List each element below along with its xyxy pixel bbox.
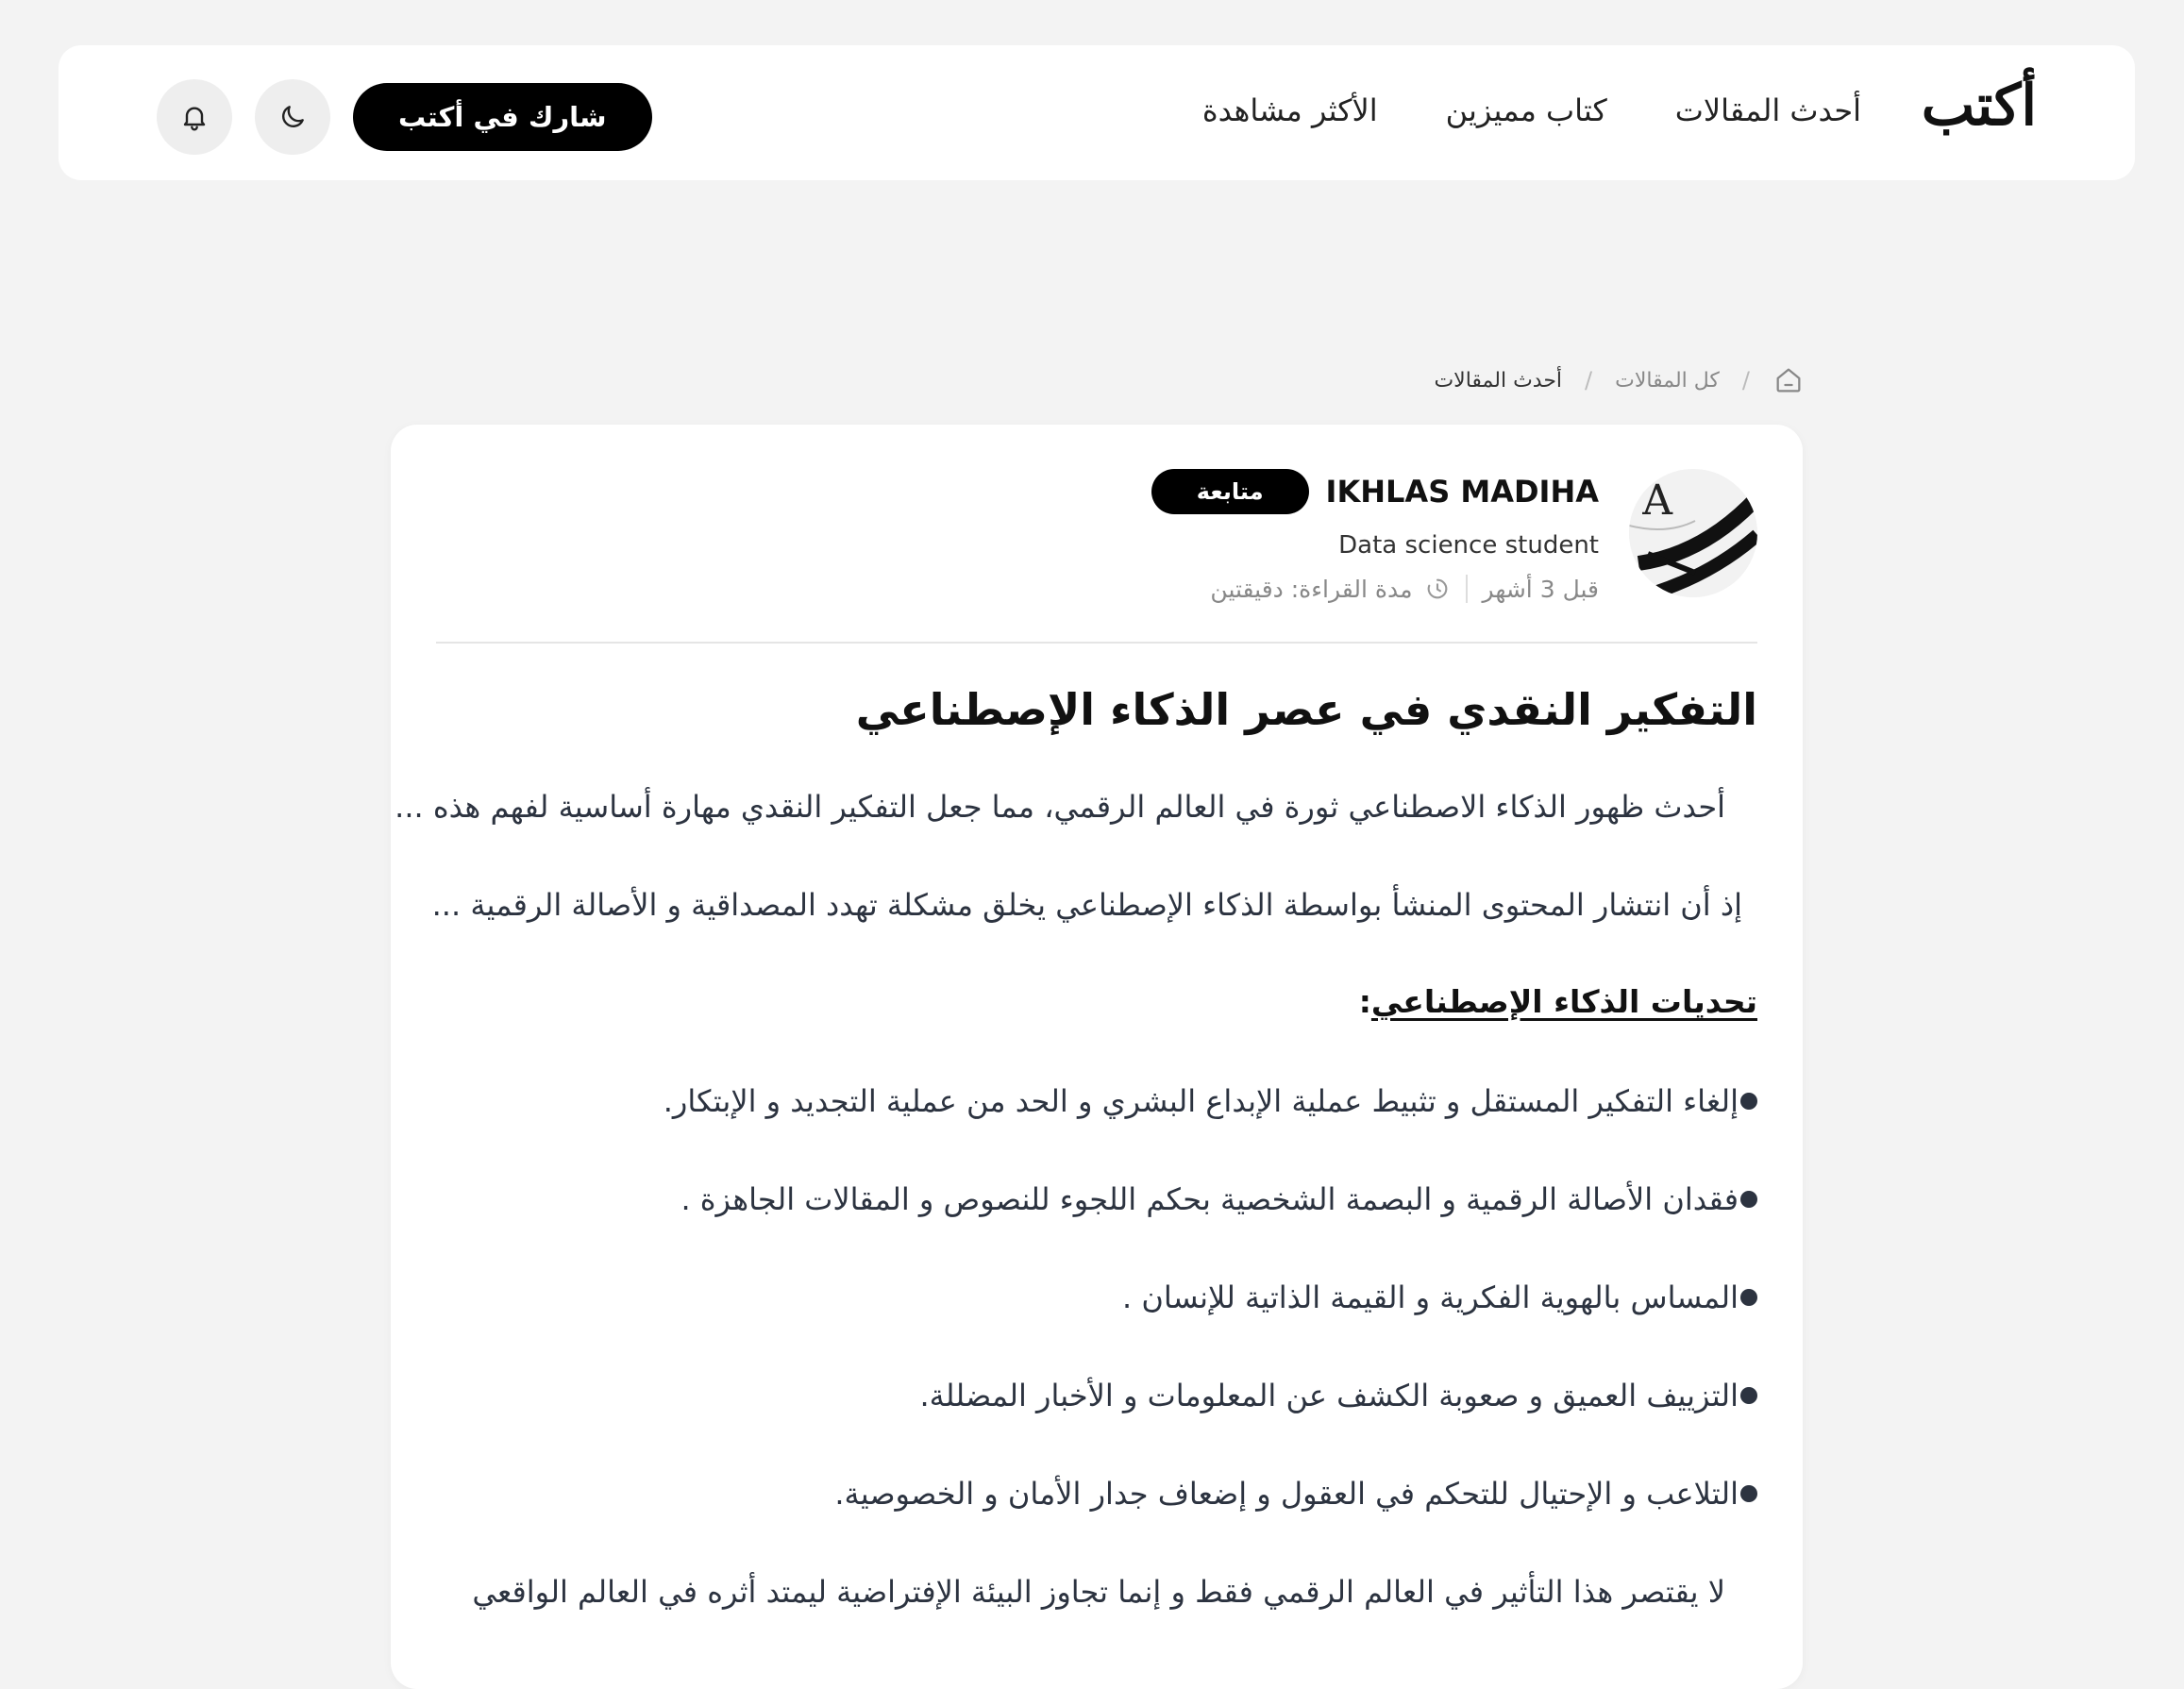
breadcrumb-latest-articles[interactable]: أحدث المقالات [1434,368,1563,393]
article-card [391,425,1803,1689]
site-logo[interactable]: أكتب [1921,73,2037,139]
share-in-aktub-button[interactable]: شارك في أكتب [353,83,652,151]
challenge-bullet [919,1378,1757,1413]
breadcrumb-separator: / [1585,367,1593,393]
dark-mode-toggle[interactable] [255,79,330,155]
article-meta [1210,575,1599,603]
read-time [1210,576,1450,603]
main-nav [1202,92,1861,128]
challenges-heading-suffix: : [1358,983,1371,1020]
author-section [436,469,1757,648]
author-avatar[interactable] [1629,469,1757,597]
challenge-text: المساس بالهوية الفكرية و القيمة الذاتية للإنسان . [1121,1279,1739,1315]
challenge-bullet [664,1083,1757,1119]
bullet-icon [1740,1387,1757,1404]
challenges-heading [1359,983,1757,1020]
bullet-icon [1740,1093,1757,1110]
challenge-bullet [1122,1279,1757,1315]
challenge-bullet [680,1181,1757,1217]
bell-icon [179,102,210,132]
top-navigation-bar [59,45,2135,180]
bullet-icon [1740,1191,1757,1208]
bullet-icon [1740,1289,1757,1306]
author-bio: Data science student [1338,531,1599,560]
article-title: التفكير النقدي في عصر الذكاء الإصطناعي [855,684,1757,735]
avatar-image [1629,469,1757,597]
breadcrumb [1434,364,1805,396]
nav-latest-articles[interactable]: أحدث المقالات [1674,92,1861,128]
breadcrumb-separator: / [1741,367,1750,393]
timer-icon [1424,576,1451,602]
moon-icon [277,102,308,132]
challenge-text: التلاعب و الإحتيال للتحكم في العقول و إضعاف جدار الأمان و الخصوصية. [834,1476,1739,1512]
author-name[interactable]: IKHLAS MADIHA [1325,474,1599,510]
notifications-button[interactable] [157,79,232,155]
challenge-text: فقدان الأصالة الرقمية و البصمة الشخصية بحكم اللجوء للنصوص و المقالات الجاهزة . [680,1181,1739,1217]
home-icon [1772,364,1805,396]
header-controls [157,79,652,155]
read-time-label: مدة القراءة: دقيقتين [1210,575,1413,603]
breadcrumb-home[interactable] [1772,364,1805,396]
posted-date: قبل 3 أشهر [1482,575,1599,603]
article-body [395,679,1757,1610]
challenge-bullet [834,1476,1757,1512]
follow-button[interactable]: متابعة [1151,469,1309,514]
nav-featured-writers[interactable]: كتاب مميزين [1445,92,1607,128]
article-paragraph-2: إذ أن انتشار المحتوى المنشأ بواسطة الذكاء الإصطناعي يخلق مشكلة تهدد المصداقية و الأصالة الرقمية ... [431,887,1742,923]
article-paragraph-3: لا يقتصر هذا التأثير في العالم الرقمي فقط و إنما تجاوز البيئة الإفتراضية ليمتد أثره في العالم الواقعي [472,1574,1725,1610]
challenge-text: التزييف العميق و صعوبة الكشف عن المعلومات و الأخبار المضللة. [919,1378,1739,1413]
meta-divider [1466,575,1468,603]
svg-text:A: A [1642,477,1672,525]
challenges-heading-text: تحديات الذكاء الإصطناعي [1370,983,1757,1020]
article-paragraph-1: أحدث ظهور الذكاء الاصطناعي ثورة في العالم الرقمي، مما جعل التفكير النقدي مهارة أساسية لفهم هذه ... [395,789,1725,825]
bullet-icon [1740,1485,1757,1502]
breadcrumb-all-articles[interactable]: كل المقالات [1615,368,1720,393]
section-divider [436,642,1757,644]
nav-most-viewed[interactable]: الأكثر مشاهدة [1201,92,1378,128]
challenge-text: إلغاء التفكير المستقل و تثبيط عملية الإبداع البشري و الحد من عملية التجديد و الإبتكار. [663,1083,1739,1119]
author-name-row [1151,469,1599,514]
